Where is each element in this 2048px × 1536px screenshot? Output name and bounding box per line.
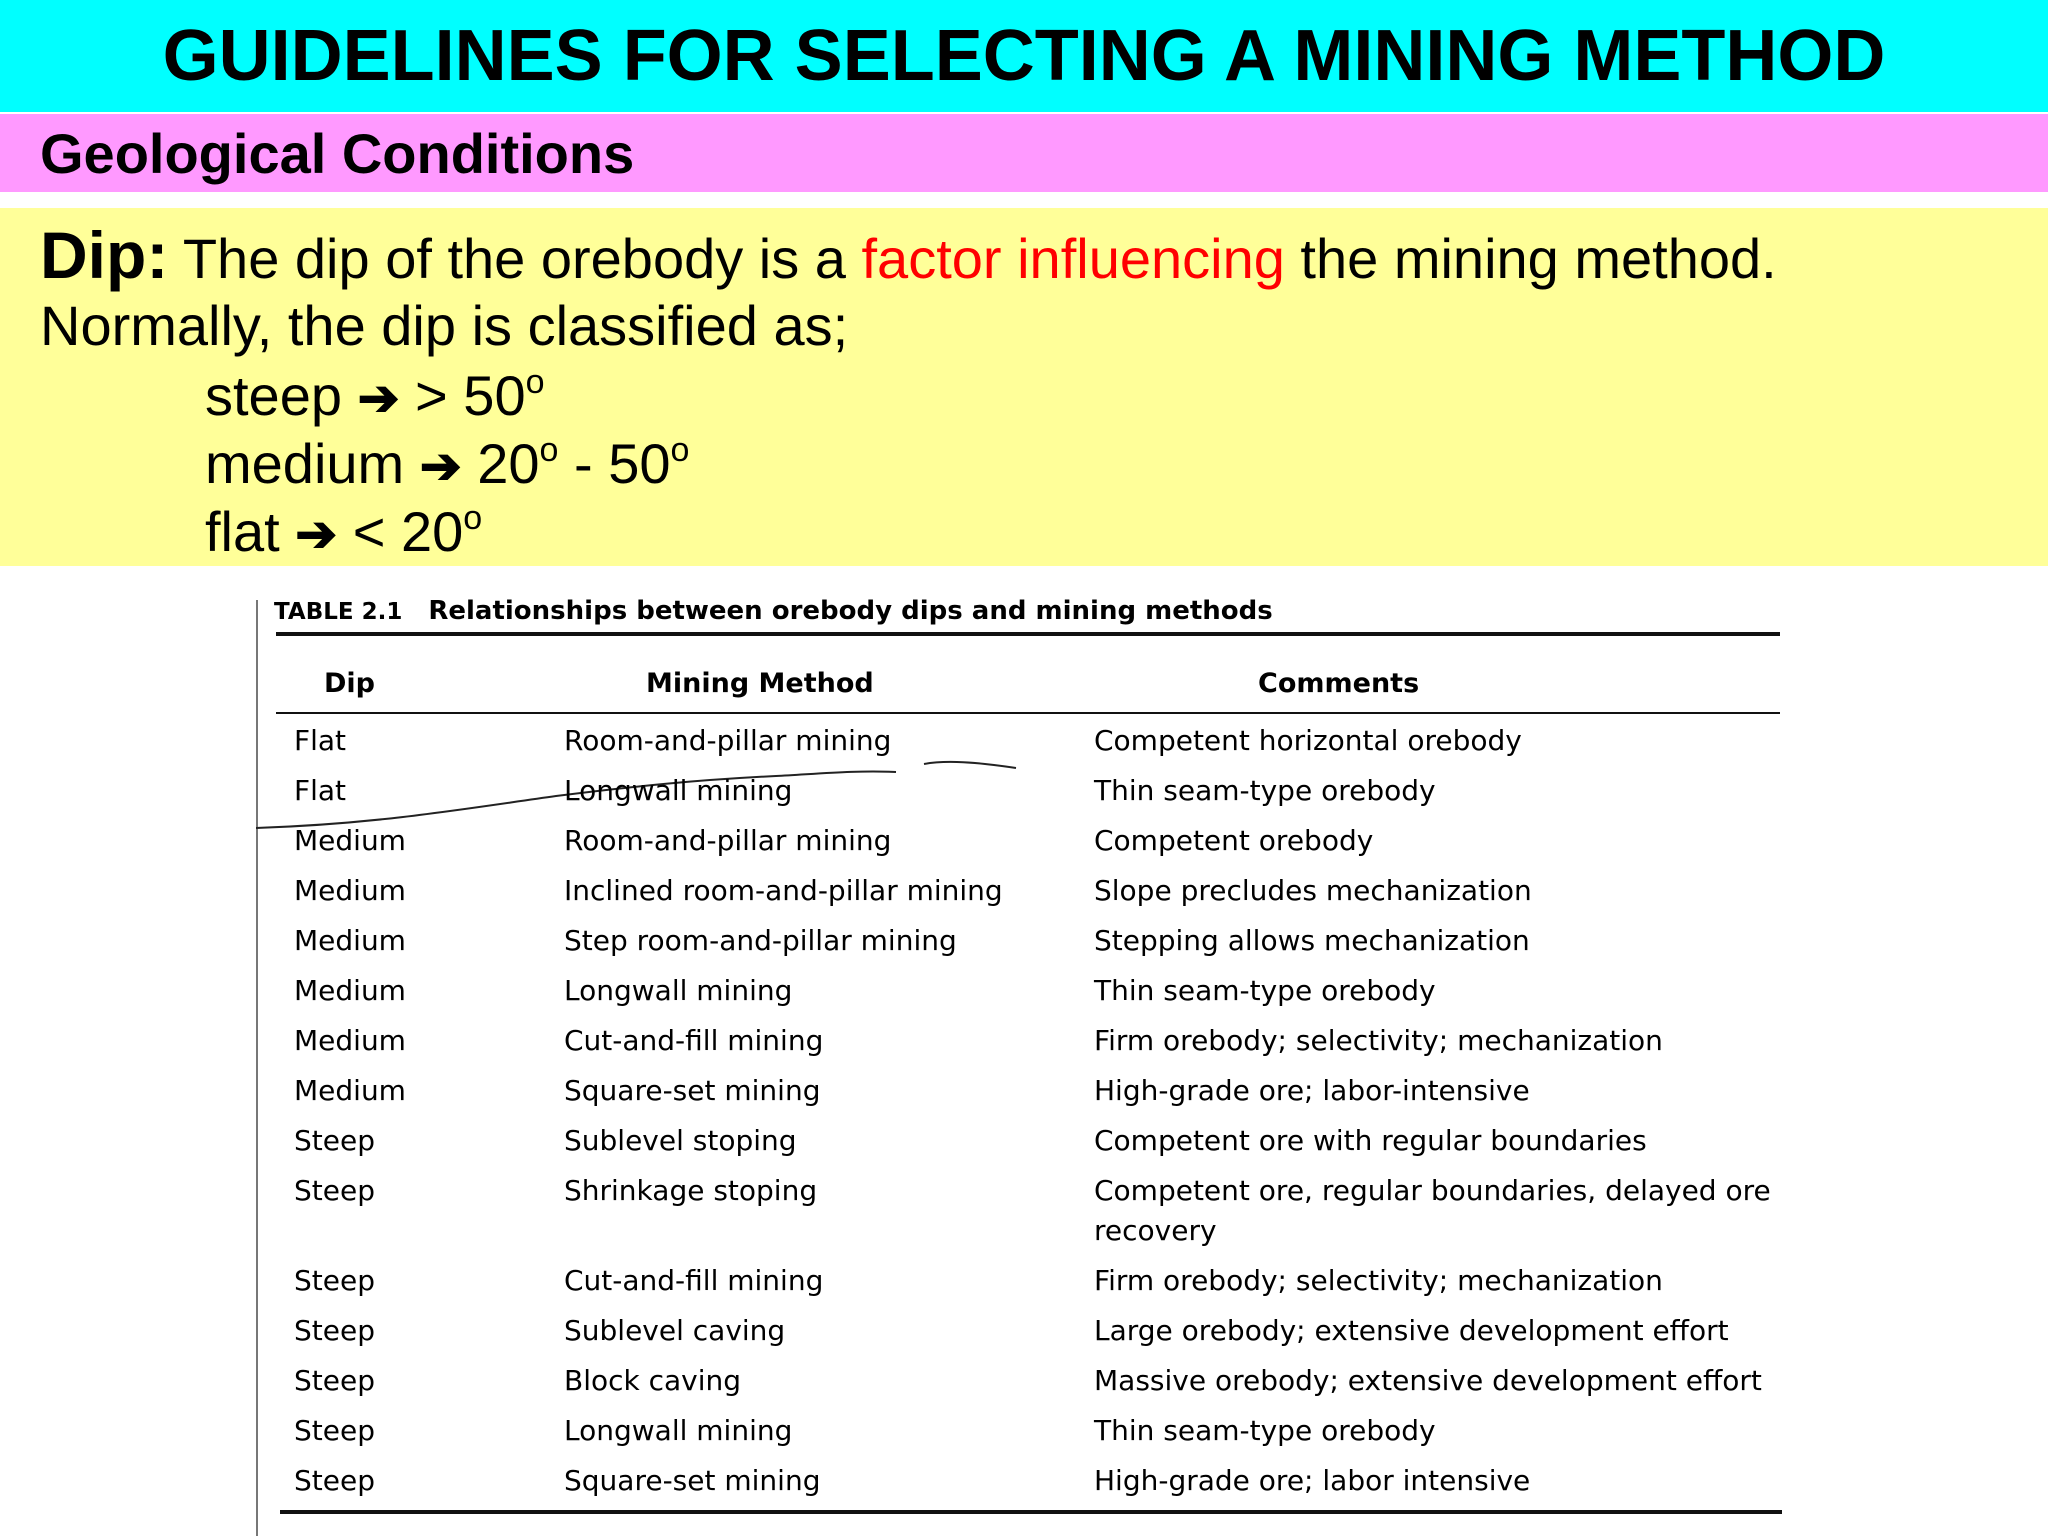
table-cell-method: Sublevel caving — [564, 1314, 786, 1347]
intro-line — [40, 218, 1777, 292]
table-cell-comment: High-grade ore; labor-intensive — [1094, 1074, 1530, 1107]
table-cell-method: Sublevel stoping — [564, 1124, 797, 1157]
table-cell-comment: Firm orebody; selectivity; mechanization — [1094, 1024, 1663, 1057]
table-cell-comment: Competent orebody — [1094, 824, 1374, 857]
table-cell-comment-cont: recovery — [1094, 1214, 1217, 1247]
table-cell-comment: Competent ore with regular boundaries — [1094, 1124, 1647, 1157]
arrow-right-icon: ➔ — [295, 506, 338, 562]
table-cell-comment: Slope precludes mechanization — [1094, 874, 1532, 907]
arrow-right-icon: ➔ — [419, 438, 462, 494]
table-cell-method: Square-set mining — [564, 1464, 821, 1497]
table-cell-method: Longwall mining — [564, 1414, 793, 1447]
degree-sup: o — [670, 431, 690, 469]
intro-highlight: factor influencing — [861, 227, 1285, 290]
table-cell-method: Step room-and-pillar mining — [564, 924, 957, 957]
table-cell-dip: Steep — [294, 1364, 375, 1397]
table-cell-comment: Competent ore, regular boundaries, delayed ore — [1094, 1174, 1771, 1207]
intro-line-2: Normally, the dip is classified as; — [40, 294, 849, 357]
table-cell-dip: Steep — [294, 1464, 375, 1497]
table-cell-dip: Medium — [294, 974, 406, 1007]
table-cell-comment: Thin seam-type orebody — [1094, 1414, 1436, 1447]
column-header-dip: Dip — [324, 668, 375, 699]
table-cell-method: Longwall mining — [564, 974, 793, 1007]
table-cell-dip: Steep — [294, 1414, 375, 1447]
table-cell-method: Room-and-pillar mining — [564, 824, 892, 857]
table-cell-method: Shrinkage stoping — [564, 1174, 818, 1207]
table-cell-dip: Steep — [294, 1124, 375, 1157]
class-name: flat — [205, 500, 280, 563]
table-cell-dip: Medium — [294, 924, 406, 957]
dip-class-steep — [205, 363, 545, 427]
arrow-right-icon: ➔ — [357, 370, 400, 426]
table-cell-dip: Medium — [294, 1074, 406, 1107]
table-caption — [274, 596, 1273, 626]
table-cell-comment: Stepping allows mechanization — [1094, 924, 1530, 957]
table-cell-dip: Medium — [294, 874, 406, 907]
table-top-rule — [276, 632, 1780, 636]
title-band — [0, 0, 2048, 112]
table-cell-method: Inclined room-and-pillar mining — [564, 874, 1003, 907]
table-cell-method: Block caving — [564, 1364, 742, 1397]
table-cell-method: Longwall mining — [564, 774, 793, 807]
table-cell-method: Room-and-pillar mining — [564, 724, 892, 757]
degree-sup: o — [539, 431, 559, 469]
subtitle-band — [0, 114, 2048, 192]
table-caption-text: Relationships between orebody dips and mining methods — [428, 596, 1273, 626]
class-name: medium — [205, 432, 405, 495]
table-cell-comment: Competent horizontal orebody — [1094, 724, 1522, 757]
table-bottom-rule — [280, 1510, 1782, 1514]
table-cell-dip: Steep — [294, 1314, 375, 1347]
dip-class-medium — [205, 431, 690, 495]
intro-text-after: the mining method. — [1284, 227, 1777, 290]
class-range: < 20 — [352, 500, 464, 563]
table-cell-comment: Thin seam-type orebody — [1094, 774, 1436, 807]
table-cell-comment: High-grade ore; labor intensive — [1094, 1464, 1531, 1497]
section-subtitle: Geological Conditions — [40, 121, 635, 185]
dip-label: Dip: — [40, 218, 169, 292]
table-cell-dip: Steep — [294, 1174, 375, 1207]
table-cell-comment: Firm orebody; selectivity; mechanization — [1094, 1264, 1663, 1297]
table-cell-comment: Thin seam-type orebody — [1094, 974, 1436, 1007]
degree-sup: o — [525, 363, 545, 401]
column-header-method: Mining Method — [646, 668, 874, 699]
table-header-rule — [276, 712, 1780, 714]
table-number: TABLE 2.1 — [274, 599, 403, 625]
degree-sup: o — [463, 499, 483, 537]
table-cell-dip: Medium — [294, 824, 406, 857]
class-range: 20 — [477, 432, 540, 495]
table-cell-dip: Flat — [294, 724, 347, 757]
table-cell-dip: Medium — [294, 1024, 406, 1057]
intro-text-before: The dip of the orebody is a — [168, 227, 862, 290]
table-cell-method: Cut-and-fill mining — [564, 1264, 824, 1297]
table-cell-comment: Large orebody; extensive development effort — [1094, 1314, 1729, 1347]
class-name: steep — [205, 364, 342, 427]
table-cell-method: Cut-and-fill mining — [564, 1024, 824, 1057]
table-cell-dip: Flat — [294, 774, 347, 807]
class-range-mid: - 50 — [558, 432, 671, 495]
table-cell-method: Square-set mining — [564, 1074, 821, 1107]
table-cell-dip: Steep — [294, 1264, 375, 1297]
table-cell-comment: Massive orebody; extensive development effort — [1094, 1364, 1762, 1397]
page-title: GUIDELINES FOR SELECTING A MINING METHOD — [162, 16, 1886, 96]
dip-class-flat — [205, 499, 483, 563]
class-range: > 50 — [415, 364, 526, 427]
column-header-comments: Comments — [1258, 668, 1420, 699]
